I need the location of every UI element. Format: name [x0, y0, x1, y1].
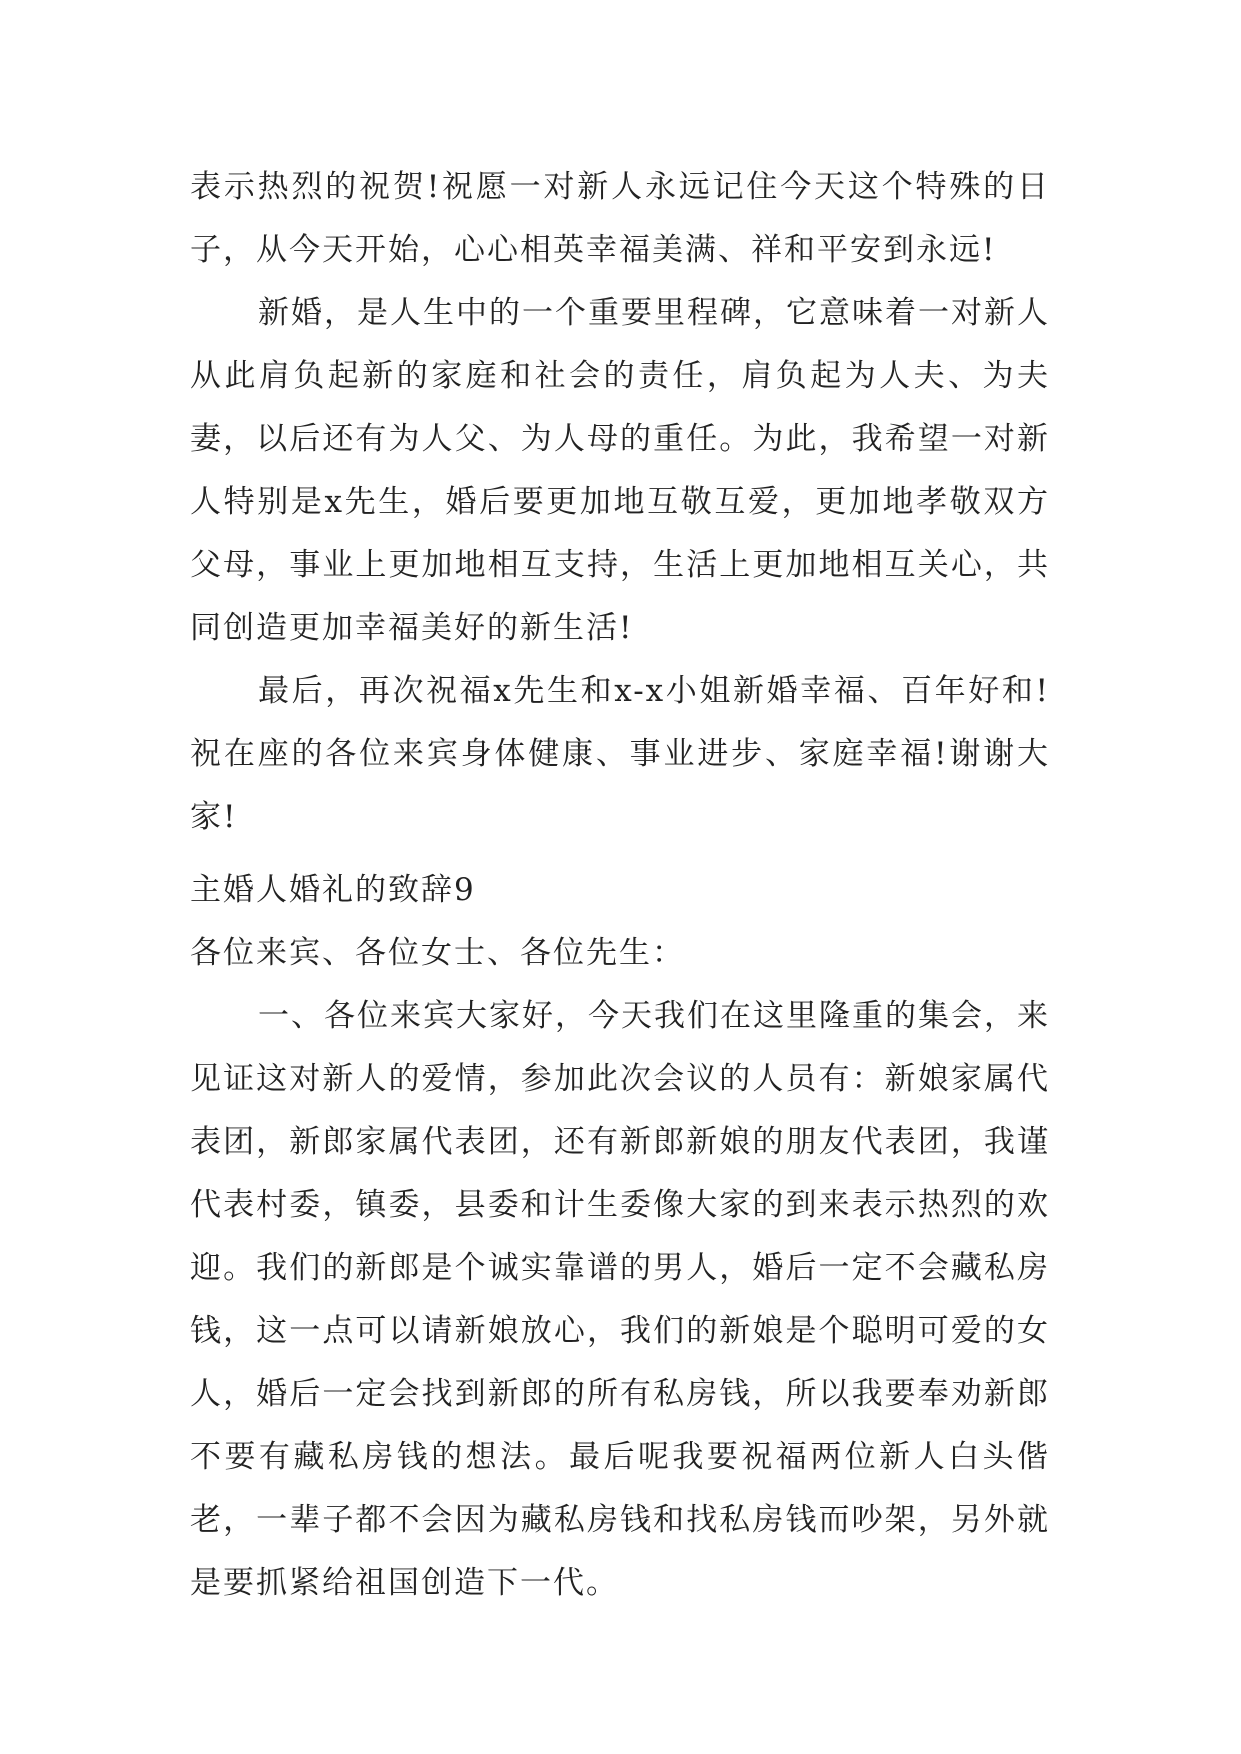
paragraph-blessing: 表示热烈的祝贺!祝愿一对新人永远记住今天这个特殊的日子，从今天开始，心心相英幸福美满、祥和平安到永远! — [190, 169, 1050, 268]
paragraph-closing-wishes: 最后，再次祝福x先生和x-x小姐新婚幸福、百年好和!祝在座的各位来宾身体健康、事业进步、家庭幸福!谢谢大家! — [190, 673, 1050, 835]
paragraph-welcome: 一、各位来宾大家好，今天我们在这里隆重的集会，来见证这对新人的爱情，参加此次会议的人员有：新娘家属代表团，新郎家属代表团，还有新郎新娘的朋友代表团，我谨代表村委，镇委，县委和计生委像大家的到来表示热烈的欢迎。我们的新郎是个诚实靠谱的男人，婚后一定不会藏私房钱，这一点可以请新娘放心，我们的新娘是个聪明可爱的女人，婚后一定会找到新郎的所有私房钱，所以我要奉劝新郎不要有藏私房钱的想法。最后呢我要祝福两位新人白头偕老，一辈子都不会因为藏私房钱和找私房钱而吵架，另外就是要抓紧给祖国创造下一代。 — [190, 998, 1050, 1601]
speech-continuation — [190, 156, 1050, 849]
speech-title: 主婚人婚礼的致辞9 — [190, 872, 476, 908]
speech-salutation: 各位来宾、各位女士、各位先生： — [190, 935, 685, 971]
speech-9 — [190, 859, 1050, 1615]
paragraph-marriage-milestone: 新婚，是人生中的一个重要里程碑，它意味着一对新人从此肩负起新的家庭和社会的责任，肩负起为人夫、为夫妻，以后还有为人父、为人母的重任。为此，我希望一对新人特别是x先生，婚后要更加地互敬互爱，更加地孝敬双方父母，事业上更加地相互支持，生活上更加地相互关心，共同创造更加幸福美好的新生活! — [190, 295, 1050, 646]
